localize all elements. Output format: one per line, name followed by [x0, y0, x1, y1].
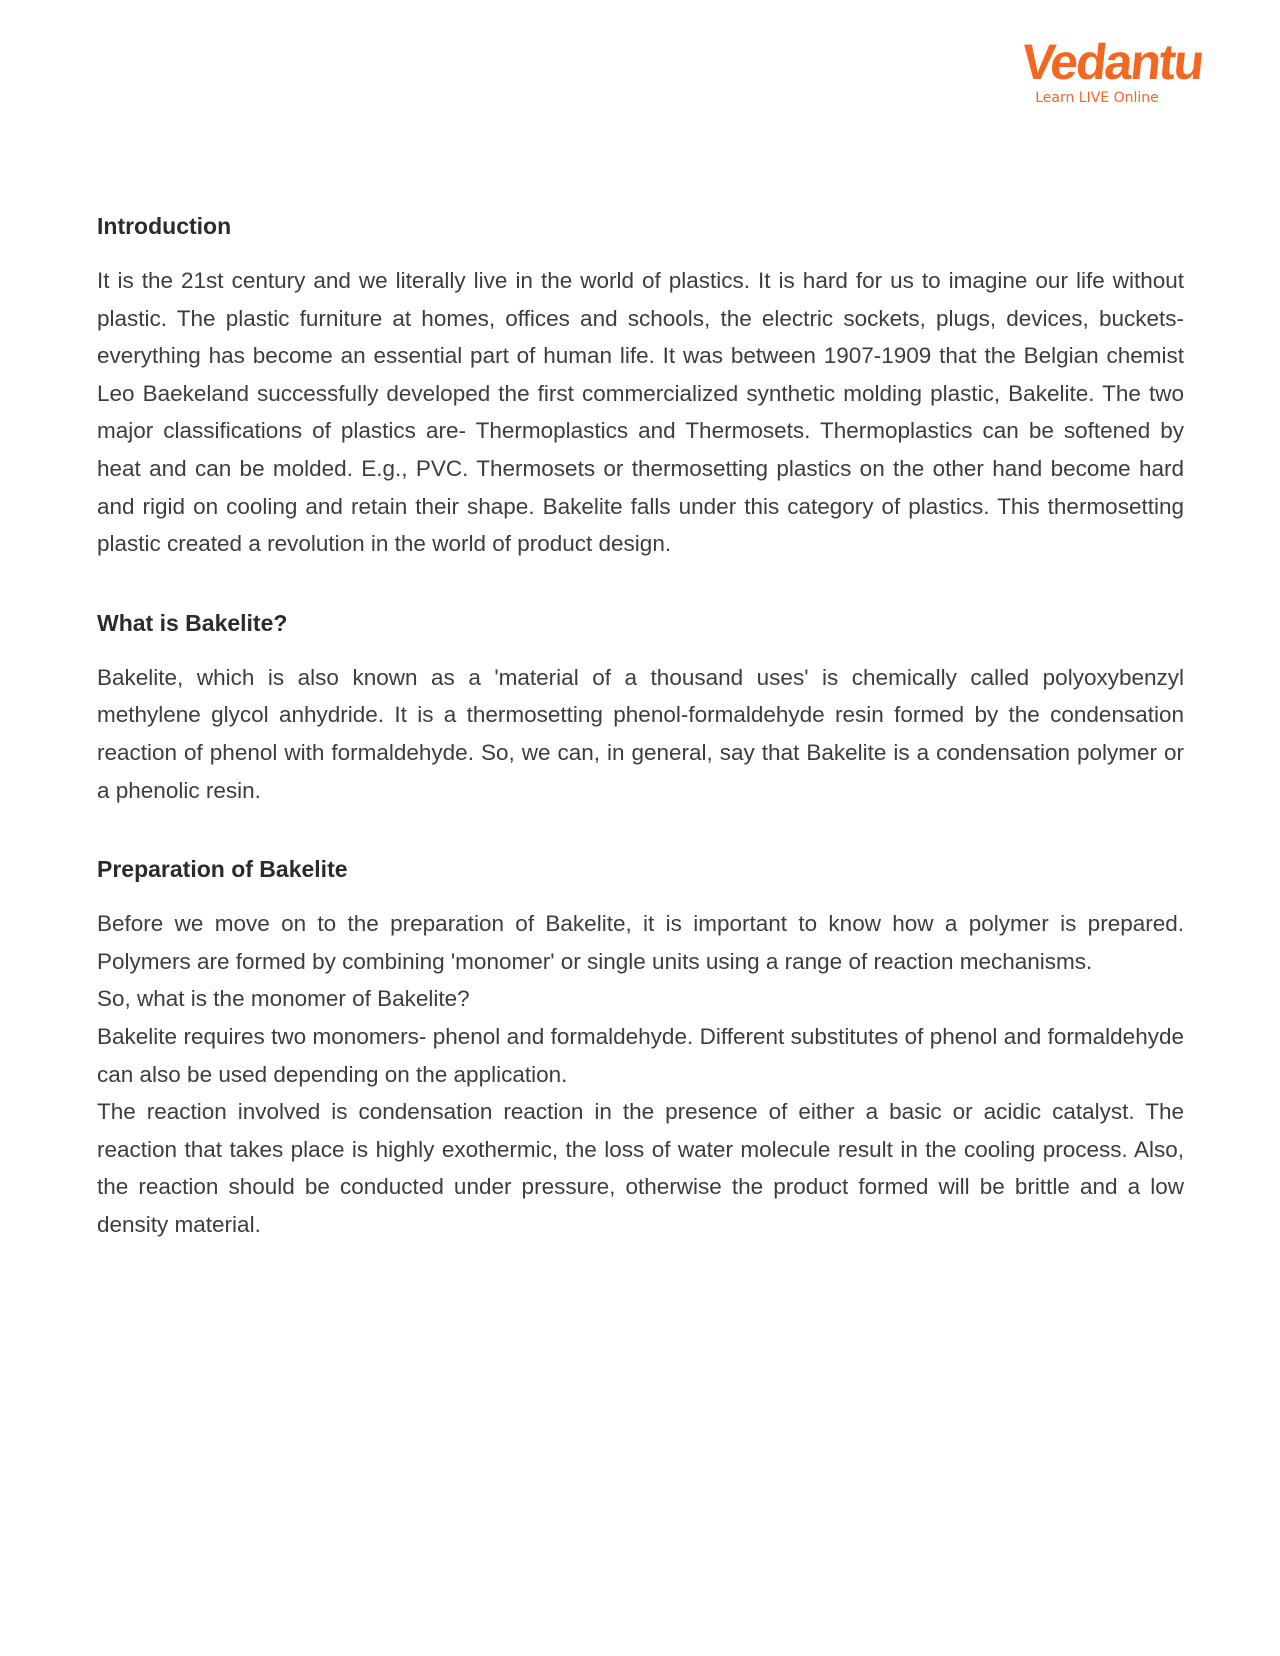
vedantu-logo	[1019, 34, 1206, 106]
what-is-bakelite-heading: What is Bakelite?	[97, 609, 288, 636]
preparation-question: So, what is the monomer of Bakelite?	[97, 986, 470, 1012]
preparation-reaction: The reaction involved is condensation reaction in the presence of either a basic or acidic catalyst. The reaction that takes place is highly exothermic, the loss of water molecule result in the cooling process. Also, the reaction should be conducted under pressure, otherwise the product formed will be brittle and a low density material.	[97, 1099, 1184, 1237]
what-is-bakelite-section	[97, 603, 1184, 809]
what-is-bakelite-paragraph: Bakelite, which is also known as a 'material of a thousand uses' is chemically called polyoxybenzyl methylene glycol anhydride. It is a thermosetting phenol-formaldehyde resin formed by the condensation reaction of phenol with formaldehyde. So, we can, in general, say that Bakelite is a condensation polymer or a phenolic resin.	[97, 664, 1184, 803]
introduction-heading: Introduction	[97, 213, 232, 239]
introduction-section	[97, 206, 1184, 563]
document-body	[97, 206, 1184, 1243]
logo-tagline: Learn LIVE Online	[1035, 90, 1159, 106]
preparation-monomers: Bakelite requires two monomers- phenol and formaldehyde. Different substitutes of phenol and formaldehyde can also be used depending on the application.	[97, 1023, 1184, 1087]
preparation-heading: Preparation of Bakelite	[97, 856, 348, 883]
logo-wordmark: Vedantu	[1019, 34, 1206, 90]
preparation-paragraph: Before we move on to the preparation of Bakelite, it is important to know how a polymer is prepared. Polymers are formed by combining 'monomer' or single units using a range of reaction mechanisms.	[97, 911, 1184, 974]
preparation-section	[97, 849, 1184, 1243]
introduction-paragraph: It is the 21st century and we literally live in the world of plastics. It is hard for us to imagine our life without plastic. The plastic furniture at homes, offices and schools, the electric sockets, plugs, devices, buckets- everything has become an essential part of human life. It was between 1907-1909 that the Belgian chemist Leo Baekeland successfully developed the first commercialized synthetic molding plastic, Bakelite. The two major classifications of plastics are- Thermoplastics and Thermosets. Thermoplastics can be softened by heat and can be molded. E.g., PVC. Thermosets or thermosetting plastics on the other hand become hard and rigid on cooling and retain their shape. Bakelite falls under this category of plastics. This thermosetting plastic created a revolution in the world of product design.	[97, 268, 1184, 557]
